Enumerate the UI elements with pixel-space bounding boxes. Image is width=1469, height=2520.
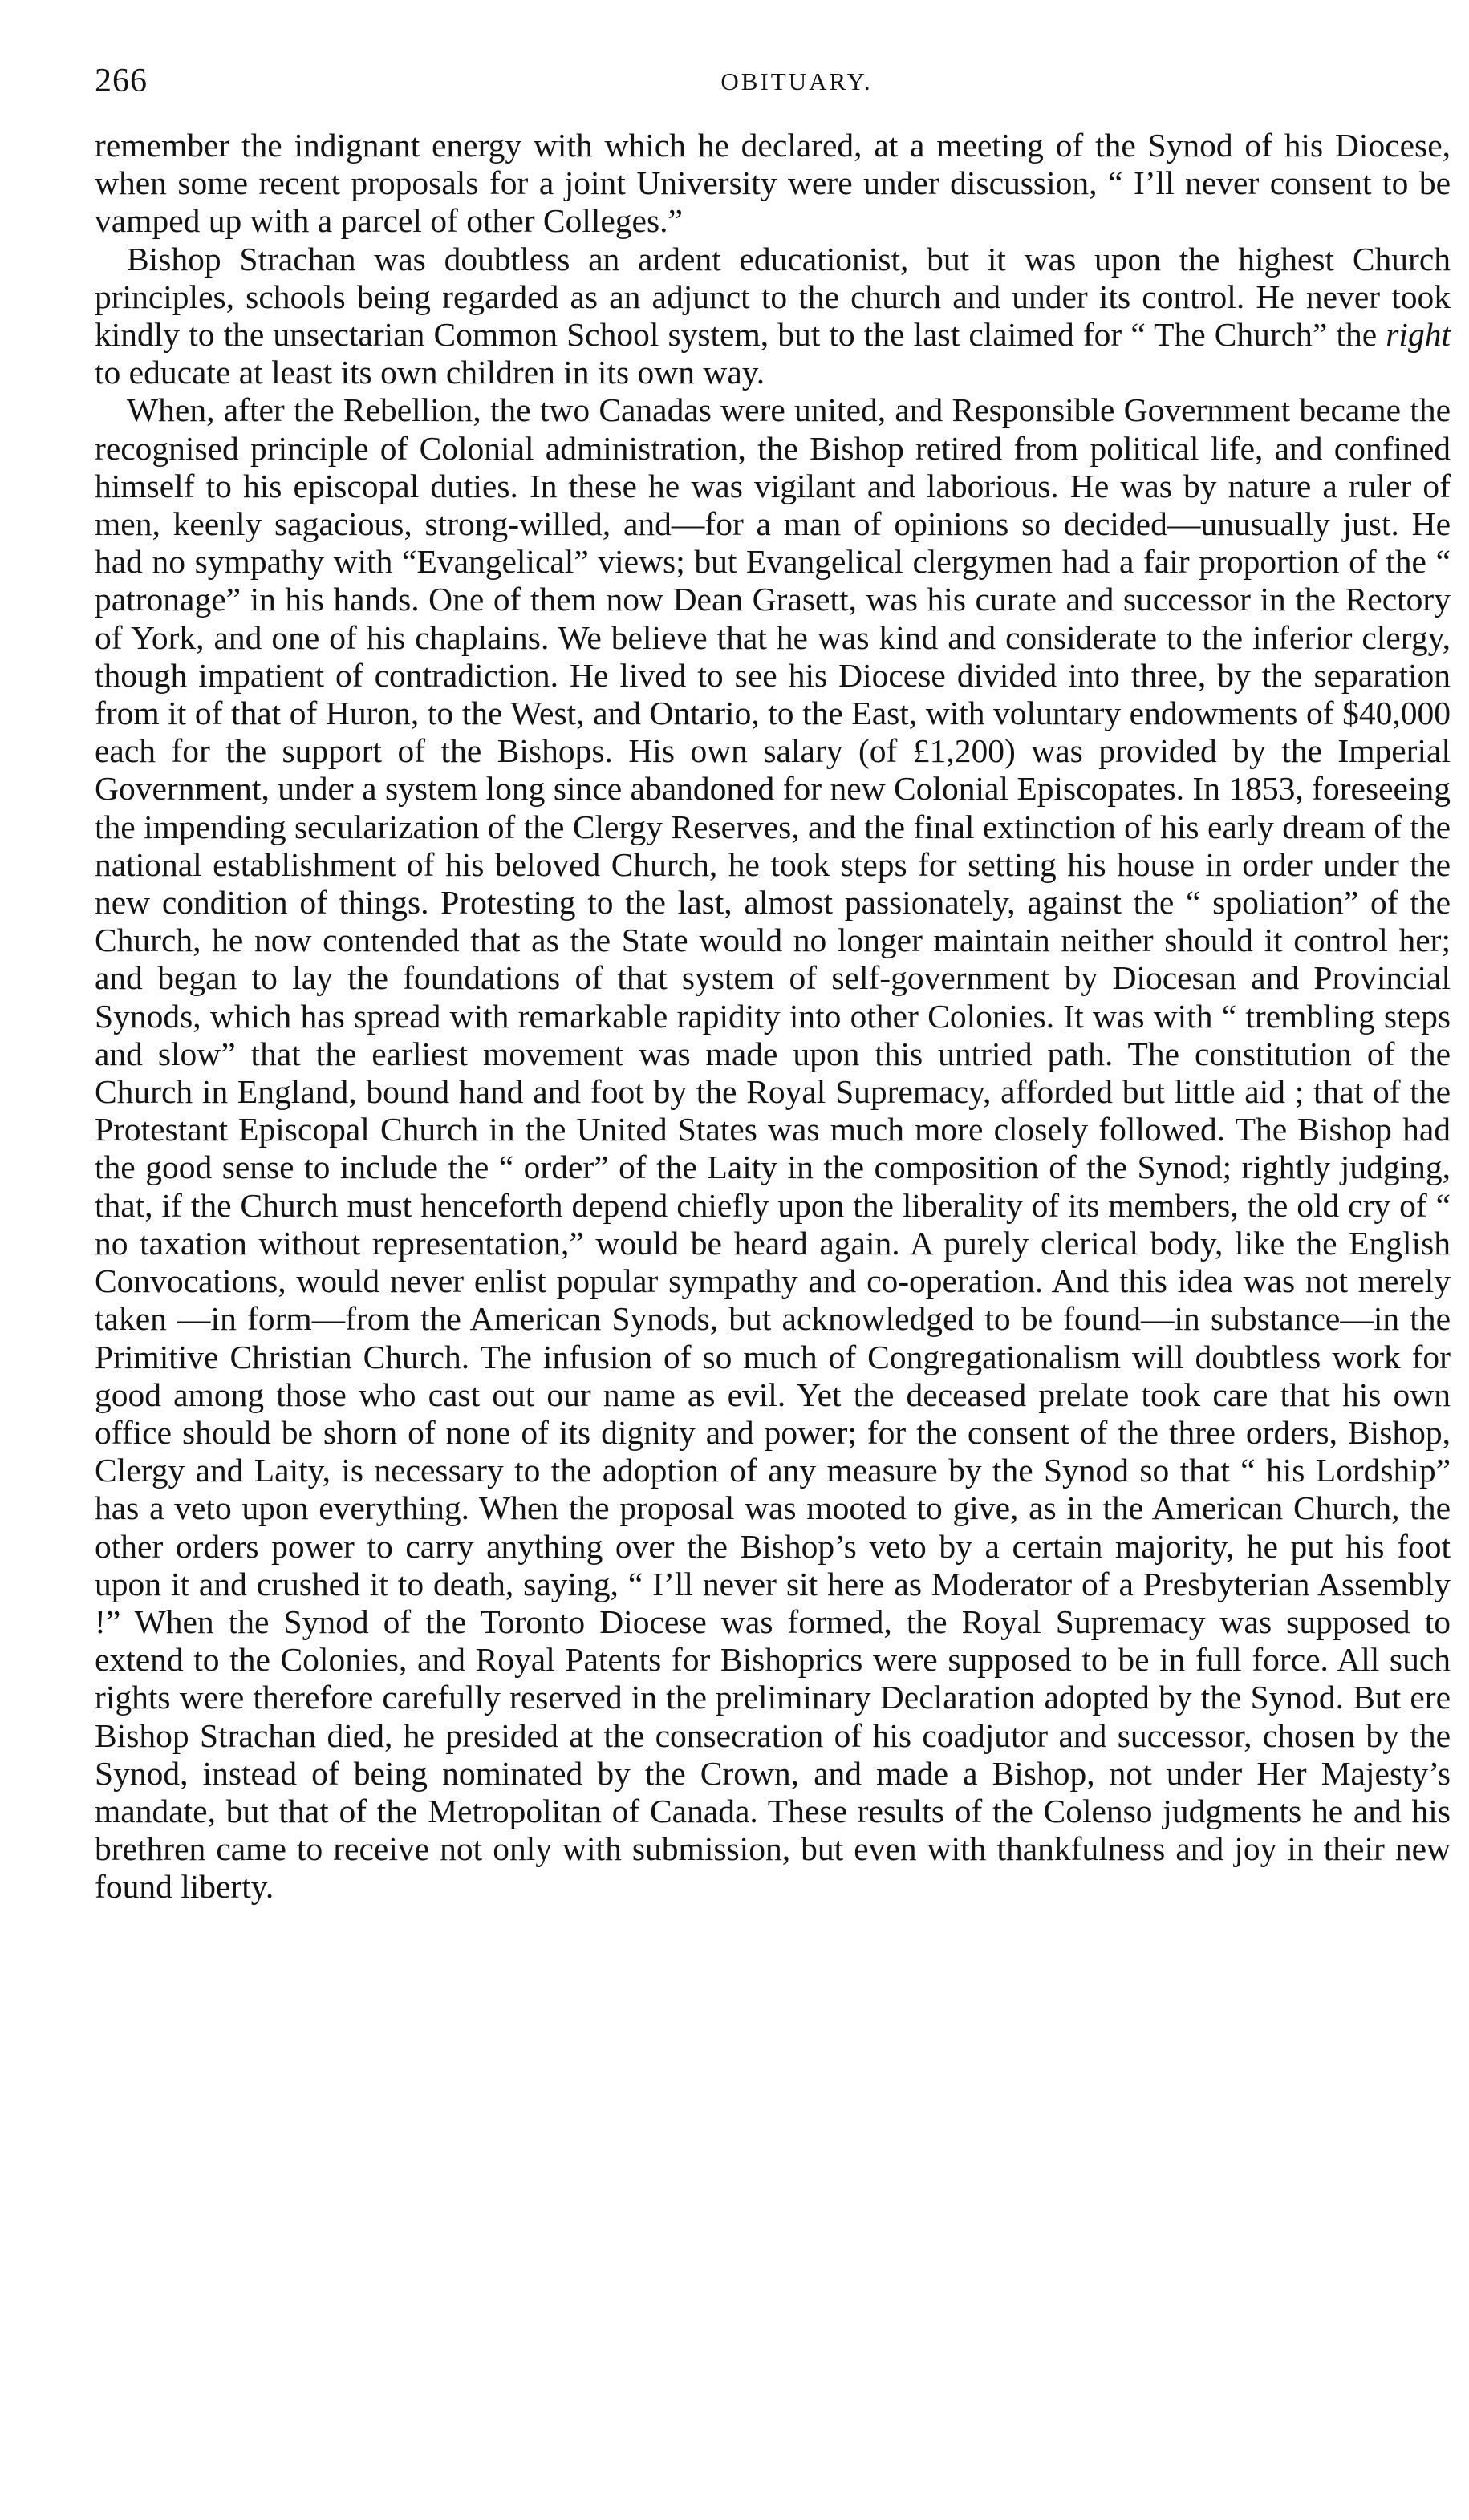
article-body bbox=[95, 127, 1451, 1906]
paragraph-continuation: remember the indignant energy with which he declared, at a meeting of the Synod of his Diocese, when some recent proposals for a joint University were under discussion, “ I’ll never consent to be vamped up with a parcel of other Colleges.” bbox=[95, 127, 1451, 240]
book-page bbox=[95, 61, 1451, 1906]
paragraph-education: Bishop Strachan was doubtless an ardent educationist, but it was upon the highest Church principles, schools being regarded as an adjunct to the church and under its control. He never took kindly to the unsectarian Common School system, but to the last claimed for “ The Church” the right to educate at least its own children in its own way. bbox=[95, 240, 1451, 391]
page-number: 266 bbox=[95, 63, 148, 99]
running-head bbox=[95, 61, 1451, 117]
running-title: OBITUARY. bbox=[720, 67, 873, 95]
paragraph-synod: When, after the Rebellion, the two Canadas were united, and Responsible Government became the recognised principle of Colonial administration, the Bishop retired from political life, and confined himself to his episcopal duties. In these he was vigilant and laborious. He was by nature a ruler of men, keenly sagacious, strong-willed, and—for a man of opinions so decided—unusually just. He had no sympathy with “Evangelical” views; but Evangelical clergymen had a fair proportion of the “ patronage” in his hands. One of them now Dean Grasett, was his curate and successor in the Rectory of York, and one of his chaplains. We believe that he was kind and considerate to the inferior clergy, though impatient of contradiction. He lived to see his Diocese divided into three, by the separation from it of that of Huron, to the West, and Ontario, to the East, with voluntary endowments of $40,000 each for the support of the Bishops. His own salary (of £1,200) was provided by the Imperial Government, under a system long since abandoned for new Colonial Episcopates. In 1853, foreseeing the impending secularization of the Clergy Reserves, and the final extinction of his early dream of the national establishment of his beloved Church, he took steps for setting his house in order under the new condition of things. Protesting to the last, almost passionately, against the “ spoliation” of the Church, he now contended that as the State would no longer maintain neither should it control her; and began to lay the foundations of that system of self-government by Diocesan and Provincial Synods, which has spread with remarkable rapidity into other Colonies. It was with “ trembling steps and slow” that the earliest movement was made upon this untried path. The constitution of the Church in England, bound hand and foot by the Royal Supremacy, afforded but little aid ; that of the Protestant Episcopal Church in the United States was much more closely followed. The Bishop had the good sense to include the “ order” of the Laity in the composition of the Synod; rightly judging, that, if the Church must henceforth depend chiefly upon the liberality of its members, the old cry of “ no taxation without representation,” would be heard again. A purely clerical body, like the English Convocations, would never enlist popular sympathy and co-operation. And this idea was not merely taken —in form—from the American Synods, but acknowledged to be found—in substance—in the Primitive Christian Church. The infusion of so much of Congregationalism will doubtless work for good among those who cast out our name as evil. Yet the deceased prelate took care that his own office should be shorn of none of its dignity and power; for the consent of the three orders, Bishop, Clergy and Laity, is necessary to the adoption of any measure by the Synod so that “ his Lordship” has a veto upon everything. When the proposal was mooted to give, as in the American Church, the other orders power to carry anything over the Bishop’s veto by a certain majority, he put his foot upon it and crushed it to death, saying, “ I’ll never sit here as Moderator of a Presbyterian Assembly !” When the Synod of the Toronto Diocese was formed, the Royal Supremacy was supposed to extend to the Colonies, and Royal Patents for Bishoprics were supposed to be in full force. All such rights were therefore carefully reserved in the preliminary Declaration adopted by the Synod. But ere Bishop Strachan died, he presided at the consecration of his coadjutor and successor, chosen by the Synod, instead of being nominated by the Crown, and made a Bishop, not under Her Majesty’s mandate, but that of the Metropolitan of Canada. These results of the Colenso judgments he and his brethren came to receive not only with submission, but even with thankfulness and joy in their new found liberty. bbox=[95, 391, 1451, 1906]
